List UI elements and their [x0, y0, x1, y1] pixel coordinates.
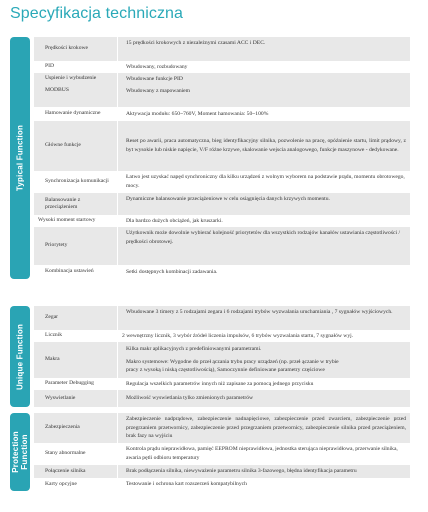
section-label: Typical Function	[15, 124, 25, 192]
row-label: Wysoki moment startowy	[34, 215, 118, 227]
section-unique-function	[10, 306, 410, 407]
section-label: Unique Function	[15, 323, 25, 390]
row-value: Wbudowane 3 timery z 5 rodzajami zegara i 6 rodzajami trybów wyzwalania uruchamiania , 7 sygnałów wyjściowych.	[118, 306, 410, 330]
row-value: Użytkownik może dowolnie wybierać kolejność priorytetów dla wszystkich rodzajów kanałów ustawiania częstotliwości / prędkości obrotowej.	[118, 227, 410, 265]
section-label	[11, 431, 29, 473]
table-row	[34, 171, 410, 193]
section-protection-function	[10, 413, 410, 491]
row-label: Priorytety	[34, 227, 118, 265]
row-value: Dynamiczne balansowanie przeciążeniowe w celu osiągnięcia danych krzywych momentu.	[118, 193, 410, 215]
table-row	[34, 37, 410, 61]
table-row	[34, 478, 410, 491]
row-label: Kombinacja ustawień	[34, 265, 118, 279]
table-row	[34, 107, 410, 121]
row-value	[118, 342, 410, 378]
row-label: Zabezpieczenia	[34, 413, 118, 443]
row-label: Główne funkcje	[34, 121, 118, 171]
row-value: Wbudowane funkcje PID	[118, 73, 410, 85]
row-value: Dla bardzo dużych obciążeń, jak kruszarki.	[126, 217, 223, 224]
table-row	[34, 215, 410, 227]
row-label: PID	[34, 61, 118, 73]
row-value: Łatwo jest uzyskać napęd synchroniczny dla kilku urządzeń z wolnym wyborem na podstawie prądu, momentu obrotowego, mocy.	[126, 174, 405, 189]
row-value: 15 prędkości krokowych z niezależnymi czasami ACC i DEC.	[118, 37, 410, 61]
section-side-tab	[10, 306, 30, 407]
row-value: Wbudowany z mapowaniem	[118, 85, 410, 107]
row-label: Licznik	[34, 330, 118, 342]
section-side-tab	[10, 37, 30, 279]
table-row	[34, 413, 410, 443]
section-label-line: Function	[20, 434, 29, 470]
row-value: Brak podłączenia silnika, niewyważenie parametru silnika 3-fazowego, błędna identyfikacja parametru	[118, 465, 410, 478]
row-value: Zabezpieczenie nadprądowe, zabezpieczenie nadnapięciowe, zabezpieczenie przed zwarciem, zabezpieczenie przed przegrzaniem przetwornicy, zabezpieczenie przed przegrzaniem przetwornicy, zabezpieczenie silnika przed przeciążeniem, brak fazy na wyjściu	[118, 413, 410, 443]
row-label: Prędkości krokowe	[34, 37, 118, 61]
row-value: Reset po awarii, praca automatyczna, bieg identyfikacyjny silnika, pozwolenie na pracę, opóźnienie startu, limit prądowy, z byt wysokie lub niskie napięcie, V/F różne krzywe, skalowanie wejscia analogowego, funkcje maszynowe - dedykowane.	[118, 121, 410, 171]
table-row	[34, 390, 410, 407]
row-label: Makra	[34, 342, 118, 378]
row-label: Synchronizacja komunikacji	[34, 171, 118, 193]
row-value: Wbudowany, rozbudowany	[126, 63, 188, 70]
table-row	[34, 306, 410, 330]
table-row	[34, 121, 410, 171]
row-value: Testowanie i ochrona kart rozszerzeń kompatybilnych	[126, 481, 247, 488]
row-label: Balansowanie z przeciążeniem	[34, 193, 118, 215]
table-row	[34, 330, 410, 342]
row-label: Uspienie i wybudzenie	[34, 73, 118, 85]
row-value: Kontrola prądu nieprawidłowa, pamięć EEPROM nieprawidłowa, jednostka sterująca nieprawidłowa, przerwanie silnika, awaria pętli odbioru temperatury	[126, 446, 398, 461]
table-row	[34, 227, 410, 265]
row-label: Hamowanie dynamiczne	[34, 107, 118, 121]
table-row	[34, 443, 410, 465]
row-value: Aktywacja modułu: 650~760V, Moment hamowania: 50~100%	[126, 110, 269, 117]
row-label: Połączenie silnika	[34, 465, 118, 478]
row-label: Zegar	[34, 306, 118, 330]
macro-line: Kilka makr aplikacyjnych z predefiniowanymi parametrami.	[126, 346, 262, 353]
row-value: Setki dostępnych kombinacji zadawania.	[126, 268, 218, 275]
row-label: Wyswietlanie	[34, 390, 118, 407]
table-row	[34, 265, 410, 279]
row-value: Regulacja wszelkich parametrów innych niż zapisane za pomocą jednego przycisku	[126, 380, 314, 387]
section-typical-function	[10, 37, 410, 279]
table-row	[34, 465, 410, 478]
macro-line: pracy z wysoką i niską częstotliwością), Samoczynnie definiowane parametry częściowe	[126, 367, 325, 374]
row-label: MODBUS	[34, 85, 118, 107]
row-label: Stany abnormalne	[34, 443, 118, 465]
table-row	[34, 378, 410, 390]
section-side-tab	[10, 413, 30, 491]
page-title: Specyfikacja techniczna	[10, 5, 184, 22]
row-value: Możliwość wyswietlania tylko zmienionych parametrów	[118, 390, 410, 407]
table-row	[34, 85, 410, 107]
row-label: Karty opcyjne	[34, 478, 118, 491]
table-row	[34, 73, 410, 85]
row-value: 2 wewnętrzny licznik, 3 wybór źródeł liczenia impulsów, 6 trybów wyzwalania startu, 7 sygnałów wyj.	[122, 332, 354, 339]
table-row	[34, 193, 410, 215]
row-label: Parameter Debugging	[34, 378, 118, 390]
table-row	[34, 61, 410, 73]
macro-line: Makro systemowe: Wygodne do przeł ączania trybu pracy urządzeń (np. przeł ączanie w trybie	[126, 358, 339, 365]
section-label-line: Protection	[10, 431, 20, 473]
table-row	[34, 342, 410, 378]
